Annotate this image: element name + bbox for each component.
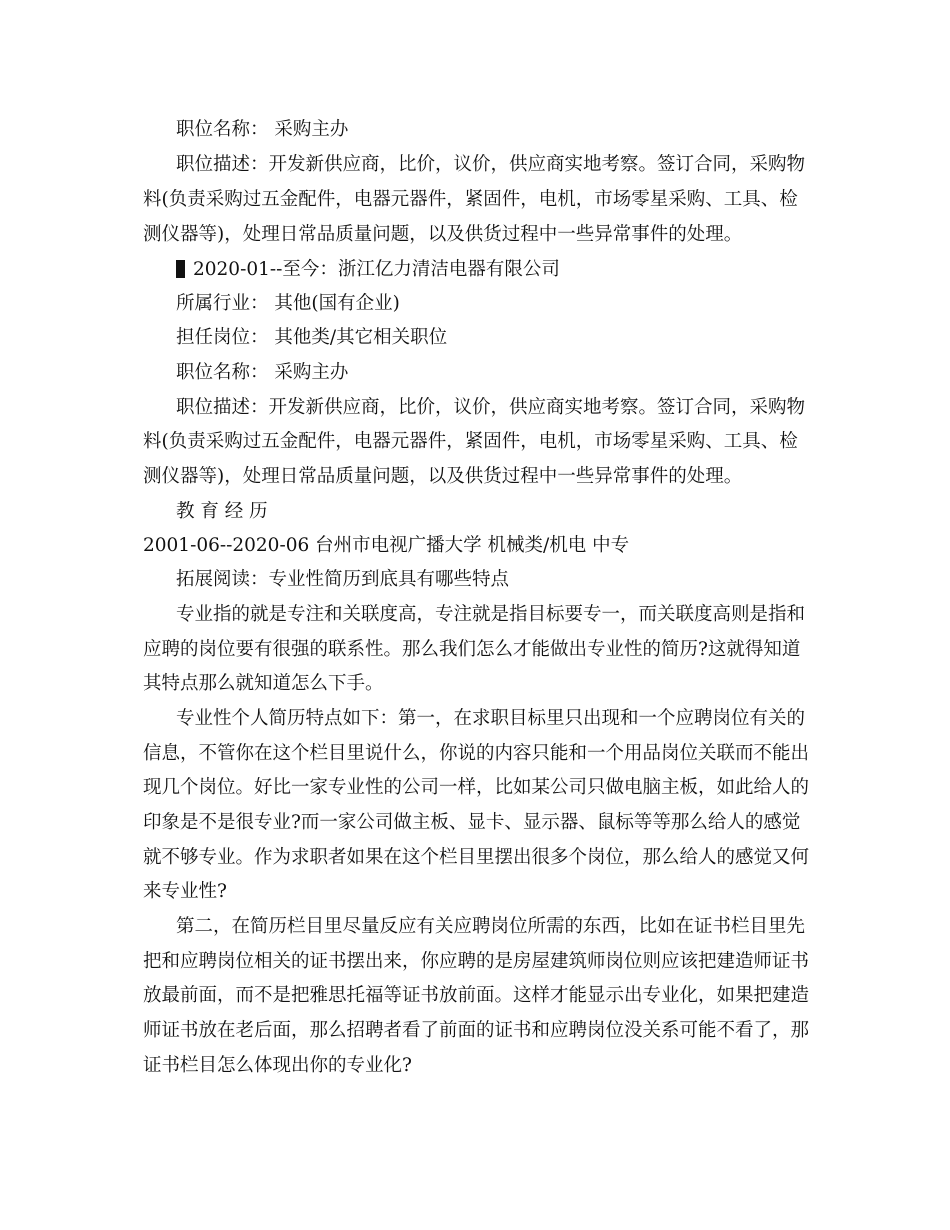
text-line: 现几个岗位。好比一家专业性的公司一样，比如某公司只做电脑主板，如此给人的	[143, 777, 810, 798]
text-line: 放最前面，而不是把雅思托福等证书放前面。这样才能显示出专业化，如果把建造	[143, 985, 810, 1006]
text-line: 所属行业： 其他(国有企业)	[176, 293, 400, 314]
text-line: 把和应聘岗位相关的证书摆出来，你应聘的是房屋建筑师岗位则应该把建造师证书	[143, 951, 810, 972]
text-line: 专业指的就是专注和关联度高，专注就是指目标要专一，而关联度高则是指和	[176, 604, 806, 625]
extended-reading-title: 拓展阅读：专业性简历到底具有哪些特点	[176, 569, 510, 590]
text-line: 职位描述：开发新供应商，比价，议价，供应商实地考察。签订合同，采购物	[176, 154, 806, 175]
job-period-company: 2020-01--至今：浙江亿力清洁电器有限公司	[193, 259, 560, 280]
education-entry: 2001-06--2020-06 台州市电视广播大学 机械类/机电 中专	[143, 535, 630, 556]
text-line: 第二，在简历栏目里尽量反应有关应聘岗位所需的东西，比如在证书栏目里先	[176, 916, 806, 937]
section-title: 教 育 经 历	[176, 501, 268, 522]
section-heading-line	[176, 258, 560, 282]
text-line: 料(负责采购过五金配件，电器元器件，紧固件，电机，市场零星采购、工具、检	[143, 189, 798, 210]
text-line: 应聘的岗位要有很强的联系性。那么我们怎么才能做出专业性的简历?这就得知道	[143, 639, 801, 660]
text-line: 其特点那么就知道怎么下手。	[143, 673, 384, 694]
text-line: 职位描述：开发新供应商，比价，议价，供应商实地考察。签订合同，采购物	[176, 397, 806, 418]
text-line: 专业性个人简历特点如下：第一，在求职目标里只出现和一个应聘岗位有关的	[176, 708, 806, 729]
text-line: 信息，不管你在这个栏目里说什么，你说的内容只能和一个用品岗位关联而不能出	[143, 743, 810, 764]
text-line: 职位名称： 采购主办	[176, 362, 349, 383]
text-line: 就不够专业。作为求职者如果在这个栏目里摆出很多个岗位，那么给人的感觉又何	[143, 847, 810, 868]
text-line: 测仪器等)，处理日常品质量问题，以及供货过程中一些异常事件的处理。	[143, 466, 743, 487]
text-line: 担任岗位： 其他类/其它相关职位	[176, 327, 448, 348]
text-line: 测仪器等)，处理日常品质量问题，以及供货过程中一些异常事件的处理。	[143, 224, 743, 245]
text-line: 师证书放在老后面，那么招聘者看了前面的证书和应聘岗位没关系可能不看了，那	[143, 1020, 810, 1041]
text-line: 料(负责采购过五金配件，电器元器件，紧固件，电机，市场零星采购、工具、检	[143, 431, 798, 452]
text-line: 印象是不是很专业?而一家公司做主板、显卡、显示器、鼠标等等那么给人的感觉	[143, 812, 801, 833]
text-line: 证书栏目怎么体现出你的专业化?	[143, 1055, 412, 1076]
text-line: 来专业性?	[143, 881, 227, 902]
text-line: 职位名称： 采购主办	[176, 119, 349, 140]
black-square-icon	[176, 260, 185, 278]
